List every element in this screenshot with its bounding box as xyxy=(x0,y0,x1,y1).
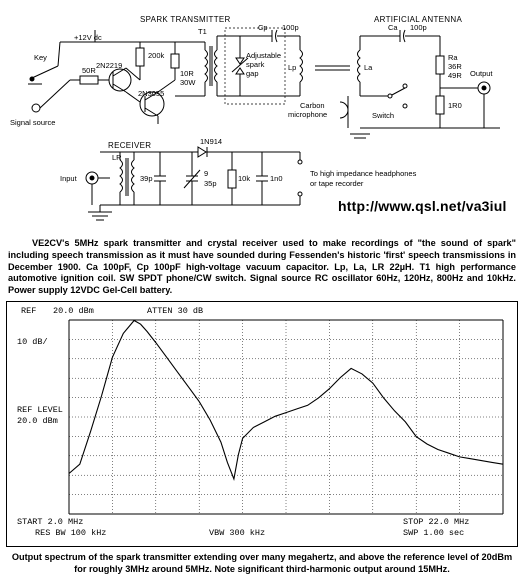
supply-label: +12V dc xyxy=(74,33,102,42)
ref-value: 20.0 dBm xyxy=(53,306,94,316)
c39-label: 39p xyxy=(140,174,153,183)
r10k-label: 10k xyxy=(238,174,251,183)
c1n0-label: 1n0 xyxy=(270,174,283,183)
spark-transmitter-title: SPARK TRANSMITTER xyxy=(140,15,231,24)
ra-label: Ra xyxy=(448,53,458,62)
t1-label: T1 xyxy=(198,27,207,36)
lr-label: LR xyxy=(112,153,122,162)
q2-label: 2N3055 xyxy=(138,89,165,98)
lp-label: Lp xyxy=(288,63,297,72)
spectrum-caption: Output spectrum of the spark transmitter extending over many megahertz, and above the reference level of 20dBm for roughly 3MHz around 5MHz. Note significant third-harmonic output around 15MHz. xyxy=(11,552,513,574)
ref-label: REF xyxy=(21,306,37,316)
start-label: START 2.0 MHz xyxy=(17,517,84,527)
atten-label: ATTEN 30 dB xyxy=(147,306,204,316)
mic-label-1: Carbon xyxy=(300,101,325,110)
r200k-label: 200k xyxy=(148,51,165,60)
schematic-caption: VE2CV's 5MHz spark transmitter and crystal receiver used to make recordings of "the sound of spark" including speech transmission as it must have sounded during Fessenden's historic 'first' speech transmissions in December 1900. Ca 100pF, Cp 100pF high-voltage vacuum capacitor. Lp, La, LR 22µH. T1 high performance automotive ignition coil. SW SPDT phone/CW switch. Signal source RC oscillator 60Hz, 120Hz, 800Hz and 10kHz. Power supply 12VDC Gel-Cell battery. xyxy=(8,238,516,296)
ref-level-label: REF LEVEL xyxy=(17,405,63,415)
spectrum-grid xyxy=(69,320,503,514)
gap-label-2: spark xyxy=(246,60,265,69)
scale-label: 10 dB/ xyxy=(17,337,48,347)
r50-label: 50R xyxy=(82,66,96,75)
res-bw-label: RES BW 100 kHz xyxy=(35,528,107,538)
trimmer-label-2: 35p xyxy=(204,179,217,188)
signal-source-label: Signal source xyxy=(10,118,56,127)
headphones-label-1: To high impedance headphones xyxy=(310,169,417,178)
ca-label: Ca xyxy=(388,23,398,32)
antenna-title: ARTIFICIAL ANTENNA xyxy=(374,15,463,24)
input-label: Input xyxy=(60,174,77,183)
d1-label: 1N914 xyxy=(200,137,223,146)
gap-label-1: Adjustable xyxy=(246,51,282,60)
key-label: Key xyxy=(34,53,47,62)
r10r-label: 10R xyxy=(180,69,194,78)
mic-label-2: microphone xyxy=(288,110,328,119)
receiver-title: RECEIVER xyxy=(108,141,152,150)
spectrum-panel xyxy=(6,301,518,547)
gap-label-3: gap xyxy=(246,69,259,78)
la-label: La xyxy=(364,63,373,72)
stop-label: STOP 22.0 MHz xyxy=(403,517,470,527)
cp-label: Cp xyxy=(258,23,268,32)
vbw-label: VBW 300 kHz xyxy=(209,528,266,538)
spectrum-chart xyxy=(7,302,517,546)
output-label: Output xyxy=(470,69,493,78)
q1-label: 2N2219 xyxy=(96,61,123,70)
r30w-label: 30W xyxy=(180,78,196,87)
r1r0-label: 1R0 xyxy=(448,101,462,110)
trimmer-label-1: 9 xyxy=(204,169,209,178)
ra-value-2: 49R xyxy=(448,71,462,80)
ref-level-value: 20.0 dBm xyxy=(17,416,58,426)
swp-label: SWP 1.00 sec xyxy=(403,528,465,538)
cp-value: 100p xyxy=(282,23,299,32)
ra-value-1: 36R xyxy=(448,62,462,71)
website-url: http://www.qsl.net/va3iul xyxy=(338,198,507,214)
switch-label: Switch xyxy=(372,111,395,120)
ca-value: 100p xyxy=(410,23,427,32)
headphones-label-2: or tape recorder xyxy=(310,179,364,188)
